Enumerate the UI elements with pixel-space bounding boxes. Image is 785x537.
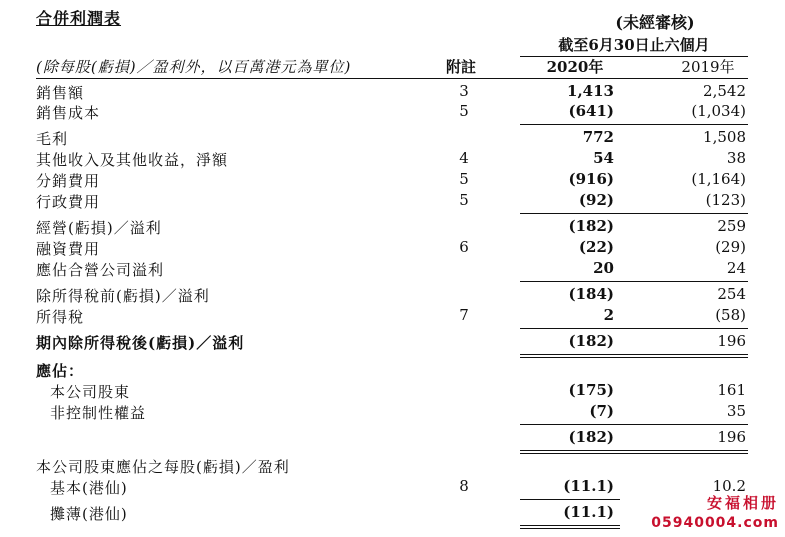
row-value-2020: 772 [582, 128, 614, 146]
row-value-2019: (1,164) [691, 170, 746, 188]
watermark-line-1: 安福相册 [706, 494, 779, 512]
row-label: 應佔合營公司溢利 [36, 261, 165, 279]
row-value-2020: (92) [578, 191, 614, 209]
row-label: 經營(虧損)／溢利 [36, 219, 162, 237]
table-row [0, 128, 785, 150]
table-row [0, 381, 785, 403]
row-value-2020: 20 [593, 259, 614, 277]
row-note: 5 [459, 102, 469, 120]
row-label: 所得稅 [36, 308, 85, 326]
period-label: 截至6月30日止六個月 [520, 34, 748, 57]
row-label: 毛利 [36, 130, 69, 148]
row-value-2019: 24 [726, 259, 746, 277]
subtotal-rule [520, 328, 748, 329]
total-double-rule [520, 453, 748, 454]
row-note: 5 [459, 170, 469, 188]
row-value-2020: 2 [603, 306, 614, 324]
row-label: 除所得稅前(虧損)／溢利 [36, 287, 210, 305]
row-value-2020: 54 [593, 149, 614, 167]
total-double-rule [520, 528, 620, 529]
watermark-line-2: 05940004.com [651, 515, 779, 531]
row-note: 8 [459, 477, 469, 495]
table-row [0, 102, 785, 124]
table-row [0, 82, 785, 104]
year-2020-header: 2020年 [546, 58, 604, 76]
row-label: 攤薄(港仙) [50, 505, 128, 523]
table-row [0, 259, 785, 281]
row-value-2019: 259 [717, 217, 746, 235]
subtotal-rule [520, 424, 748, 425]
row-value-2020: (175) [568, 381, 614, 399]
row-value-2019: 1,508 [703, 128, 746, 146]
table-row [0, 217, 785, 239]
row-value-2020: (641) [568, 102, 614, 120]
row-note: 7 [459, 306, 469, 324]
row-label: 融資費用 [36, 240, 101, 258]
row-value-2019: 161 [717, 381, 746, 399]
table-row [0, 402, 785, 424]
table-row [0, 428, 785, 450]
table-row [0, 360, 785, 382]
statement-title: 合併利潤表 [36, 9, 122, 28]
row-value-2020: (184) [568, 285, 614, 303]
row-value-2019: 10.2 [712, 477, 746, 495]
row-label: 期內除所得稅後(虧損)／溢利 [36, 334, 245, 352]
row-value-2019: (29) [715, 238, 746, 256]
row-value-2020: (182) [568, 332, 614, 350]
row-label: 基本(港仙) [50, 479, 128, 497]
total-rule [520, 354, 748, 355]
row-value-2019: (1,034) [691, 102, 746, 120]
row-label: 其他收入及其他收益，淨額 [36, 151, 229, 169]
row-value-2019: (123) [705, 191, 746, 209]
row-value-2019: 196 [717, 332, 746, 350]
table-row [0, 149, 785, 171]
table-row [0, 332, 785, 354]
header-divider [36, 78, 748, 79]
row-note: 6 [459, 238, 469, 256]
unaudited-label: (未經審核) [615, 13, 695, 32]
unit-subtitle: (除每股(虧損)／盈利外，以百萬港元為單位) [36, 58, 352, 76]
table-row [0, 285, 785, 307]
total-double-rule [520, 357, 748, 358]
year-2019-header: 2019年 [681, 58, 735, 76]
row-value-2020: (182) [568, 217, 614, 235]
table-row [0, 191, 785, 213]
row-value-2019: 196 [717, 428, 746, 446]
row-label: 銷售成本 [36, 104, 101, 122]
subtotal-rule [520, 213, 748, 214]
row-value-2019: 38 [726, 149, 746, 167]
note-column-header: 附註 [446, 58, 477, 76]
row-value-2020: (916) [568, 170, 614, 188]
subtotal-rule [520, 499, 620, 500]
row-label: 分銷費用 [36, 172, 101, 190]
row-value-2020: (7) [589, 402, 614, 420]
row-label: 非控制性權益 [50, 404, 147, 422]
row-value-2020: (182) [568, 428, 614, 446]
row-value-2019: (58) [715, 306, 746, 324]
subtotal-rule [520, 124, 748, 125]
row-label: 本公司股東應佔之每股(虧損)／盈利 [36, 458, 290, 476]
table-row [0, 306, 785, 328]
row-note: 5 [459, 191, 469, 209]
watermark [651, 493, 779, 533]
table-row [0, 456, 785, 478]
row-label: 銷售額 [36, 84, 85, 102]
row-note: 4 [459, 149, 469, 167]
table-row [0, 238, 785, 260]
subtotal-rule [520, 281, 748, 282]
row-value-2019: 254 [717, 285, 746, 303]
row-value-2020: (22) [578, 238, 614, 256]
row-value-2020: (11.1) [563, 477, 614, 495]
total-rule [520, 450, 748, 451]
row-label: 行政費用 [36, 193, 101, 211]
row-value-2020: (11.1) [563, 503, 614, 521]
total-rule [520, 525, 620, 526]
row-value-2019: 2,542 [703, 82, 746, 100]
row-note: 3 [459, 82, 469, 100]
row-value-2019: 35 [726, 402, 746, 420]
row-label: 本公司股東 [50, 383, 131, 401]
row-value-2020: 1,413 [567, 82, 614, 100]
row-label: 應佔： [36, 362, 85, 380]
table-row [0, 170, 785, 192]
